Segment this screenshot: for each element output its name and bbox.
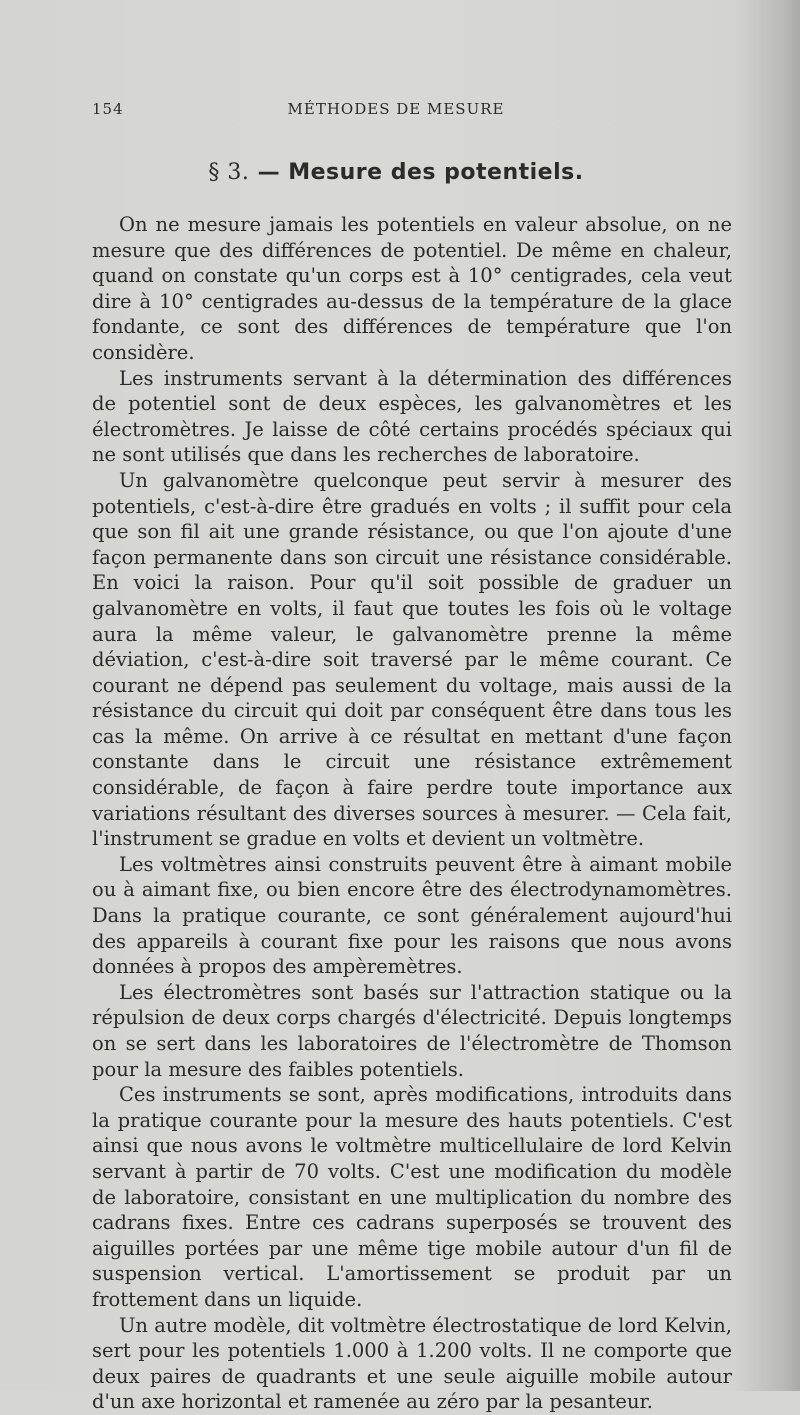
paragraph: Un autre modèle, dit voltmètre électrostatique de lord Kelvin, sert pour les potentiels 1.000 à 1.200 volts. Il ne comporte que deux paires de quadrants et une seule aiguille mobile autour d'un axe horizontal et ramenée au zéro par la pesanteur.	[92, 1313, 732, 1414]
paragraph: Les instruments servant à la détermination des différences de potentiel sont de deux espèces, les galvanomètres et les électromètres. Je laisse de côté certains procédés spéciaux qui ne sont utilisés que dans les recherches de laboratoire.	[92, 366, 732, 467]
running-title: MÉTHODES DE MESURE	[287, 100, 505, 118]
paragraph: Un galvanomètre quelconque peut servir à mesurer des potentiels, c'est-à-dire être gradués en volts ; il suffit pour cela que son fil ait une grande résistance, ou que l'on ajoute d'une façon permanente dans son circuit une résistance considérable. En voici la raison. Pour qu'il soit possible de graduer un galvanomètre en volts, il faut que toutes les fois où le voltage aura la même valeur, le galvanomètre prenne la même déviation, c'est-à-dire soit traversé par le même courant. Ce courant ne dépend pas seulement du voltage, mais aussi de la résistance du circuit qui doit par conséquent être dans tous les cas la même. On arrive à ce résultat en mettant d'une façon constante dans le circuit une résistance extrêmement considérable, de façon à faire perdre toute importance aux variations résultant des diverses sources à mesurer. — Cela fait, l'instrument se gradue en volts et devient un voltmètre.	[92, 468, 732, 851]
section-title	[92, 160, 700, 185]
paragraph: Ces instruments se sont, après modifications, introduits dans la pratique courante pour la mesure des hauts potentiels. C'est ainsi que nous avons le voltmètre multicellulaire de lord Kelvin servant à partir de 70 volts. C'est une modification du modèle de laboratoire, consistant en une multiplication du nombre des cadrans fixes. Entre ces cadrans superposés se trouvent des aiguilles portées par une même tige mobile autour d'un fil de suspension vertical. L'amortissement se produit par un frottement dans un liquide.	[92, 1083, 732, 1311]
paragraph: Les voltmètres ainsi construits peuvent être à aimant mobile ou à aimant fixe, ou bien encore être des électrodynamomètres. Dans la pratique courante, ce sont généralement aujourd'hui des appareils à courant fixe pour les raisons que nous avons données à propos des ampèremètres.	[92, 852, 732, 979]
section-heading: Mesure des potentiels.	[288, 160, 584, 185]
section-dash: —	[257, 160, 281, 185]
paragraph: Les électromètres sont basés sur l'attraction statique ou la répulsion de deux corps chargés d'électricité. Depuis longtemps on se sert dans les laboratoires de l'électromètre de Thomson pour la mesure des faibles potentiels.	[92, 980, 732, 1081]
page-number: 154	[92, 100, 124, 118]
section-number: § 3.	[208, 160, 250, 185]
paragraph: On ne mesure jamais les potentiels en valeur absolue, on ne mesure que des différences de potentiel. De même en chaleur, quand on constate qu'un corps est à 10° centigrades, cela veut dire à 10° centigrades au-dessus de la température de la glace fondante, ce sont des différences de température que l'on considère.	[92, 213, 732, 364]
body-text	[92, 212, 732, 1415]
